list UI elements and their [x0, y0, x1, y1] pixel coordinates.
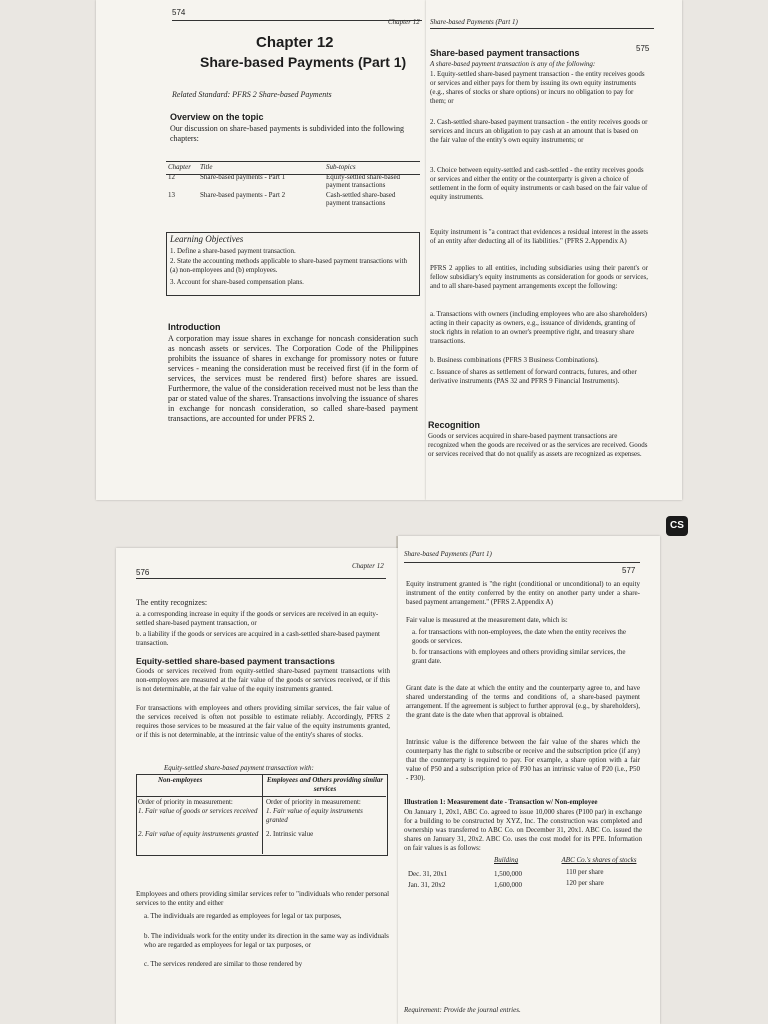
list-item: a. Transactions with owners (including employees who are also shareholders) acting in their capacity as owners, e.g., issuance of dividends, granting of stock rights in relation to an owner's preemptive right, and treasury share transactions. — [430, 310, 647, 345]
equity-granted-definition: Equity instrument granted is "the right (conditional or unconditional) to an equity instrument of the entity conferred by the entity on another party under a share-based payment arrangement." (PFRS 2.Appendix A) — [406, 580, 640, 606]
table-row — [166, 190, 422, 208]
table-divider — [262, 774, 263, 854]
table-cell: Share-based payments - Part 2 — [200, 191, 286, 199]
illustration-col-header: Building — [494, 856, 519, 864]
list-item: c. The services rendered are similar to those rendered by — [144, 960, 303, 968]
table-cell: 1,600,000 — [494, 881, 522, 889]
body-text: For transactions with employees and others providing similar services, the fair value of the services received is often not possible to estimate reliably. Accordingly, PFRS 2 requires those services to be measured at the fair value of the equity instruments granted, or if this is not determinable, at the intrinsic value of the entity's shares of stocks. — [136, 704, 390, 739]
toc-rule-mid — [166, 174, 420, 175]
table-cell: 1. Fair value of equity instruments granted — [266, 807, 363, 824]
illustration-heading: Illustration 1: Measurement date - Transaction w/ Non-employee — [404, 798, 598, 806]
illustration-text: On January 1, 20x1, ABC Co. agreed to issue 10,000 shares (P100 par) in exchange for a building to be constructed by XYZ, Inc. The construction was completed and ownership was transferred to ABC Co. on December 31, 20x1. ABC Co. issued the shares on January 31, 20x2. ABC Co. uses the cost model for its PPE. Information on fair values is as follows: — [404, 808, 642, 852]
chapter-label: Chapter 12 — [256, 34, 334, 51]
introduction-heading: Introduction — [168, 322, 221, 332]
header-rule — [172, 20, 422, 21]
related-standard: Related Standard: PFRS 2 Share-based Payments — [172, 90, 332, 99]
learning-objective-item: 3. Account for share-based compensation plans. — [170, 278, 304, 286]
page-576 — [116, 548, 398, 1024]
learning-objective-item: 1. Define a share-based payment transaction. — [170, 247, 296, 255]
toc-col-chapter: Chapter — [168, 163, 191, 171]
table-cell: 2. Fair value of equity instruments granted — [138, 830, 259, 838]
table-cell: Order of priority in measurement: — [266, 798, 361, 806]
table-rule — [136, 796, 386, 797]
header-rule — [136, 578, 386, 579]
list-item: 3. Choice between equity-settled and cash-settled - the entity receives goods or services and either the entity or the counterparty is given a choice of settlement in the form of equity instruments or cash based on the fair value of equity instruments. — [430, 166, 648, 201]
body-text: Goods or services received from equity-settled share-based payment transactions with non-employees are measured at the fair value of the goods or services received, or if this is not determinable, at the fair value of the equity instruments granted. — [136, 667, 390, 693]
page-577 — [398, 536, 660, 1024]
toc-table — [166, 162, 422, 208]
intrinsic-value-definition: Intrinsic value is the difference between the fair value of the shares which the counterparty has the right to subscribe or receive and the subscription price (if any) that the counterparty is required to pay. For example, a share option with a fair value of P50 and a subscription price of P30 has an intrinsic value of P20 (i.e., P50 - P30). — [406, 738, 640, 782]
section-heading: Equity-settled share-based payment transactions — [136, 656, 335, 666]
table-cell: Jan. 31, 20x2 — [408, 881, 446, 889]
running-header: Chapter 12 — [388, 18, 420, 26]
page-number: 577 — [622, 566, 636, 575]
recognition-text: Goods or services acquired in share-based payment transactions are recognized when the goods are received or as the services are received. Goods or services received that do not qualify as assets are recognized as expenses. — [428, 432, 648, 458]
table-cell: Equity-settled share-based payment transactions — [326, 173, 401, 189]
list-item: c. Issuance of shares as settlement of forward contracts, futures, and other derivative instruments (PAS 32 and PFRS 9 Financial Instruments). — [430, 368, 637, 385]
learning-objectives-heading: Learning Objectives — [170, 234, 244, 244]
learning-objective-item: 2. State the accounting methods applicable to share-based payment transactions with (a) non-employees and (b) employees. — [170, 257, 407, 274]
chapter-title: Share-based Payments (Part 1) — [200, 54, 407, 70]
list-item: a. for transactions with non-employees, the date when the entity receives the goods or services. — [412, 628, 627, 645]
running-header: Chapter 12 — [352, 562, 384, 570]
recognizes-text: The entity recognizes: — [136, 598, 208, 607]
list-item: 1. Equity-settled share-based payment transaction - the entity receives goods or services and either pays for them by issuing its own equity instruments (e.g., shares of stocks or share options) or incurs no obligation to pay for them; or — [430, 70, 645, 105]
fair-value-text: Fair value is measured at the measurement date, which is: — [406, 616, 568, 624]
requirement-text: Requirement: Provide the journal entries. — [404, 1006, 521, 1014]
table-cell: 12 — [168, 173, 175, 181]
illustration-col-header: ABC Co.'s shares of stocks — [561, 856, 637, 864]
table-cell: Cash-settled share-based payment transactions — [326, 191, 396, 207]
list-item: a. The individuals are regarded as employees for legal or tax purposes, — [144, 912, 342, 920]
list-item: a. a corresponding increase in equity if the goods or services are received in an equity-settled share-based payment transaction, or — [136, 610, 379, 627]
page-number: 576 — [136, 568, 150, 577]
table-col-header: Employees and Others providing similar services — [266, 776, 384, 793]
section-heading: Share-based payment transactions — [430, 48, 580, 58]
table-cell: 110 per share — [566, 868, 604, 876]
camscanner-badge: CS — [666, 516, 688, 536]
equity-instrument-definition: Equity instrument is "a contract that evidences a residual interest in the assets of an entity after deducting all of its liabilities." (PFRS 2.Appendix A) — [430, 228, 648, 245]
header-rule — [404, 562, 640, 563]
running-header: Share-based Payments (Part 1) — [404, 550, 492, 558]
list-item: b. a liability if the goods or services are acquired in a cash-settled share-based payment transaction. — [136, 630, 380, 647]
list-item: b. The individuals work for the entity under its direction in the same way as individuals who are regarded as employees for legal or tax purposes, or — [144, 932, 389, 949]
table-cell: 1,500,000 — [494, 870, 522, 878]
table-col-header: Non-employees — [158, 776, 203, 784]
page-574 — [96, 0, 426, 500]
page-575 — [426, 0, 682, 500]
running-header: Share-based Payments (Part 1) — [430, 18, 518, 26]
introduction-text: A corporation may issue shares in exchange for noncash consideration such as noncash assets or services. The Corporation Code of the Philippines prohibits the issuance of shares in exchange for promissory notes or future services - meaning the consideration must be received first (if in the form of services, the services must be rendered first) before shares are issued. Furthermore, the value of the consideration received must not be less than the par or stated value of the shares. Transactions involving the issuance of shares in exchange for noncash consideration, so called share-based payment transactions, are accounted for under PFRS 2. — [168, 334, 418, 423]
definition-text: A share-based payment transaction is any of the following: — [430, 60, 596, 68]
table-cell: Dec. 31, 20x1 — [408, 870, 448, 878]
recognition-heading: Recognition — [428, 420, 480, 430]
list-item: b. Business combinations (PFRS 3 Business Combinations). — [430, 356, 599, 364]
table-cell: 2. Intrinsic value — [266, 830, 314, 838]
page-number: 575 — [636, 44, 650, 53]
toc-col-subtopics: Sub-topics — [326, 163, 356, 171]
overview-heading: Overview on the topic — [170, 112, 264, 122]
table-cell: 13 — [168, 191, 175, 199]
grant-date-definition: Grant date is the date at which the entity and the counterparty agree to, and have shared understanding of the terms and conditions of, a share-based payment arrangement. If the agreement is subject to further approval (e.g., by shareholders), the grant date is the date when that approval is obtained. — [406, 684, 640, 719]
toc-col-title: Title — [200, 163, 213, 171]
table-cell: Share-based payments - Part 1 — [200, 173, 286, 181]
table-title: Equity-settled share-based payment transaction with: — [164, 764, 314, 772]
overview-text: Our discussion on share-based payments is subdivided into the following chapters: — [170, 124, 404, 143]
list-item: 2. Cash-settled share-based payment transaction - the entity receives goods or services and incurs an obligation to pay cash at an amount that is based on the fair value of the entity's own equity instruments; or — [430, 118, 648, 144]
table-cell: 1. Fair value of goods or services received — [138, 807, 258, 815]
list-item: b. for transactions with employees and others providing similar services, the grant date. — [412, 648, 626, 665]
table-cell: 120 per share — [566, 879, 604, 887]
scope-text: PFRS 2 applies to all entities, including subsidiaries using their parent's or fellow subsidiary's equity instruments as consideration for goods or services, and to all share-based payment arrangements except the following: — [430, 264, 648, 290]
table-row — [166, 162, 422, 172]
table-cell: Order of priority in measurement: — [138, 798, 233, 806]
page-number: 574 — [172, 8, 186, 17]
employees-note: Employees and others providing similar services refer to "individuals who render personal services to the entity and either — [136, 890, 390, 907]
header-rule — [430, 28, 654, 29]
